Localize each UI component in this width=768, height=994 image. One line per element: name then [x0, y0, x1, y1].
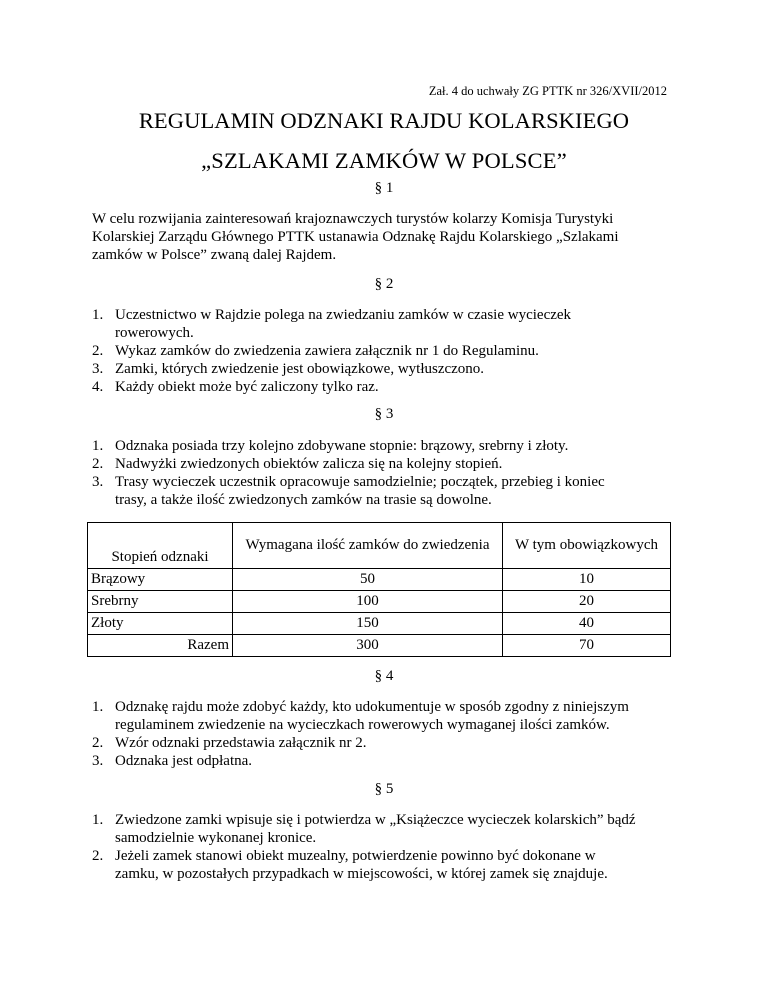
table-cell: 100: [233, 591, 503, 613]
table-header-row: [88, 523, 671, 569]
item-text: Zamki, których zwiedzenie jest obowiązkowe, wytłuszczono.: [115, 361, 485, 377]
item-text: Wykaz zamków do zwiedzenia zawiera załącznik nr 1 do Regulaminu.: [115, 343, 539, 359]
item-text: rowerowych.: [115, 325, 194, 341]
list-item: [92, 734, 682, 752]
table-cell: 300: [233, 635, 503, 657]
item-text: Odznaka jest odpłatna.: [115, 753, 253, 769]
list-item: [92, 342, 682, 360]
table-header-cell: Wymagana ilość zamków do zwiedzenia: [233, 523, 503, 569]
table-cell: 50: [233, 569, 503, 591]
section-3-list: [92, 437, 682, 509]
item-number: 1.: [92, 438, 104, 454]
item-text: Każdy obiekt może być zaliczony tylko raz.: [115, 379, 379, 395]
list-item: [92, 306, 682, 342]
item-text: Odznakę rajdu może zdobyć każdy, kto udokumentuje w sposób zgodny z niniejszym: [115, 699, 629, 715]
table-cell: Razem: [88, 635, 233, 657]
document-subtitle: „SZLAKAMI ZAMKÓW W POLSCE”: [201, 148, 567, 173]
item-text: Zwiedzone zamki wpisuje się i potwierdza w „Książeczce wycieczek kolarskich” bądź: [115, 812, 636, 828]
item-number: 1.: [92, 812, 104, 828]
section-4-list: [92, 698, 682, 770]
item-number: 1.: [92, 307, 104, 323]
list-item: [92, 811, 682, 847]
item-number: 2.: [92, 456, 104, 472]
annex-note: Zał. 4 do uchwały ZG PTTK nr 326/XVII/2012: [428, 84, 667, 98]
section-5-heading: § 5: [374, 781, 394, 797]
table-cell: Srebrny: [88, 591, 233, 613]
table-cell: 70: [503, 635, 671, 657]
text-line: W celu rozwijania zainteresowań krajoznawczych turystów kolarzy Komisja Turystyki: [92, 211, 614, 227]
item-text: Odznaka posiada trzy kolejno zdobywane stopnie: brązowy, srebrny i złoty.: [115, 438, 569, 454]
section-1-heading: § 1: [374, 180, 394, 196]
item-number: 1.: [92, 699, 104, 715]
table-cell: Brązowy: [88, 569, 233, 591]
table-header-cell: [88, 523, 233, 569]
item-text: Jeżeli zamek stanowi obiekt muzealny, potwierdzenie powinno być dokonane w: [115, 848, 596, 864]
item-text: Wzór odznaki przedstawia załącznik nr 2.: [115, 735, 367, 751]
item-number: 2.: [92, 735, 104, 751]
list-item: [92, 455, 682, 473]
table-cell: 150: [233, 613, 503, 635]
list-item: [92, 437, 682, 455]
table-header-cell: W tym obowiązkowych: [503, 523, 671, 569]
table-cell: 40: [503, 613, 671, 635]
list-item: [92, 752, 682, 770]
list-item: [92, 473, 682, 509]
item-text: trasy, a także ilość zwiedzonych zamków na trasie są dowolne.: [115, 492, 492, 508]
document-title: REGULAMIN ODZNAKI RAJDU KOLARSKIEGO: [138, 108, 630, 133]
table-total-row: [88, 635, 671, 657]
badge-grades-table: [87, 522, 671, 657]
list-item: [92, 360, 682, 378]
list-item: [92, 698, 682, 734]
item-text: Trasy wycieczek uczestnik opracowuje samodzielnie; początek, przebieg i koniec: [115, 474, 605, 490]
table-row: [88, 613, 671, 635]
item-number: 3.: [92, 474, 104, 490]
item-number: 2.: [92, 848, 104, 864]
section-5-list: [92, 811, 682, 883]
text-line: zamków w Polsce” zwaną dalej Rajdem.: [92, 247, 337, 263]
item-text: Nadwyżki zwiedzonych obiektów zalicza się na kolejny stopień.: [115, 456, 503, 472]
section-1-text: [92, 210, 672, 264]
section-4-heading: § 4: [374, 668, 394, 684]
table-cell: 10: [503, 569, 671, 591]
item-text: regulaminem zwiedzenie na wycieczkach rowerowych wymaganej ilości zamków.: [115, 717, 610, 733]
item-number: 2.: [92, 343, 104, 359]
item-number: 3.: [92, 753, 104, 769]
item-text: Uczestnictwo w Rajdzie polega na zwiedzaniu zamków w czasie wycieczek: [115, 307, 572, 323]
section-2-list: [92, 306, 682, 396]
item-text: zamku, w pozostałych przypadkach w miejscowości, w której zamek się znajduje.: [115, 866, 608, 882]
table-row: [88, 569, 671, 591]
text-line: Kolarskiej Zarządu Głównego PTTK ustanawia Odznakę Rajdu Kolarskiego „Szlakami: [92, 229, 619, 245]
list-item: [92, 847, 682, 883]
section-2-heading: § 2: [374, 276, 394, 292]
section-3-heading: § 3: [374, 406, 394, 422]
item-number: 4.: [92, 379, 104, 395]
table-cell: 20: [503, 591, 671, 613]
table-cell: Złoty: [88, 613, 233, 635]
header-label: Stopień odznaki: [111, 549, 209, 565]
list-item: [92, 378, 682, 396]
table-row: [88, 591, 671, 613]
item-text: samodzielnie wykonanej kronice.: [115, 830, 317, 846]
item-number: 3.: [92, 361, 104, 377]
